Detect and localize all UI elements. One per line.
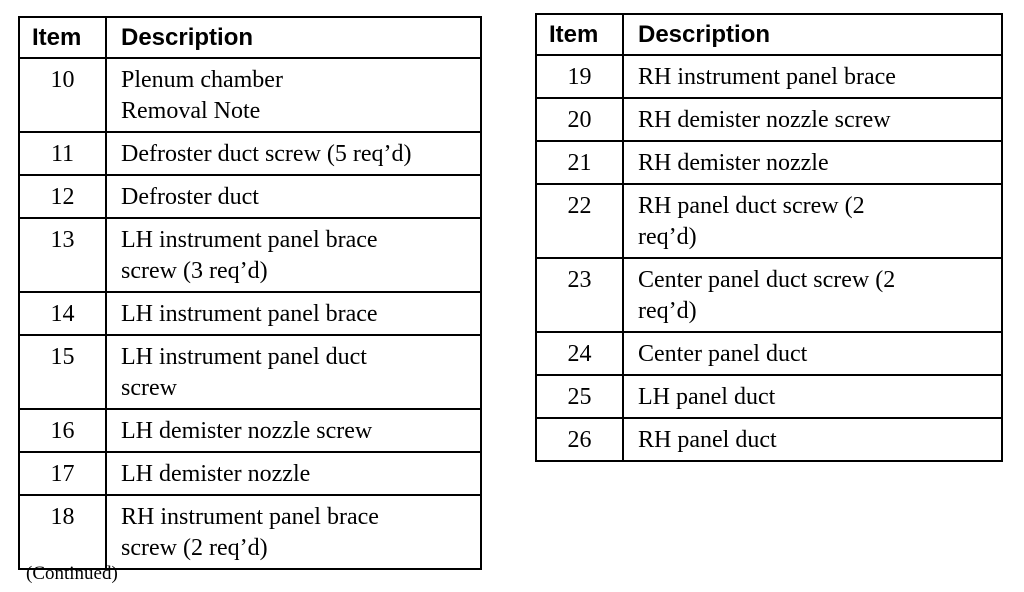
description-column-header: Description bbox=[623, 14, 1002, 55]
item-number-cell: 20 bbox=[536, 98, 623, 141]
description-line: RH demister nozzle bbox=[638, 150, 829, 176]
table-row bbox=[19, 292, 481, 335]
table-row bbox=[536, 418, 1002, 461]
description-line: req’d) bbox=[638, 298, 697, 324]
table-row bbox=[19, 175, 481, 218]
item-number-cell: 24 bbox=[536, 332, 623, 375]
table-row bbox=[536, 332, 1002, 375]
description-line: LH instrument panel duct bbox=[121, 344, 367, 370]
description-cell bbox=[106, 495, 481, 569]
description-line: Removal Note bbox=[121, 98, 261, 124]
item-number-cell: 23 bbox=[536, 258, 623, 332]
item-column-header: Item bbox=[19, 17, 106, 58]
table-row bbox=[536, 98, 1002, 141]
description-line: Center panel duct bbox=[638, 341, 808, 367]
table-row bbox=[19, 452, 481, 495]
description-line: RH panel duct screw (2 bbox=[638, 193, 865, 219]
description-cell bbox=[106, 175, 481, 218]
continued-note: (Continued) bbox=[26, 563, 118, 584]
item-number-cell: 14 bbox=[19, 292, 106, 335]
item-number-cell: 10 bbox=[19, 58, 106, 132]
description-line: RH demister nozzle screw bbox=[638, 107, 891, 133]
table-header-row bbox=[536, 14, 1002, 55]
description-line: req’d) bbox=[638, 224, 697, 250]
description-line: RH instrument panel brace bbox=[638, 64, 896, 90]
description-line: Center panel duct screw (2 bbox=[638, 267, 896, 293]
table-row bbox=[19, 218, 481, 292]
description-cell bbox=[106, 58, 481, 132]
description-line: Defroster duct bbox=[121, 184, 259, 210]
description-cell bbox=[623, 184, 1002, 258]
description-line: Plenum chamber bbox=[121, 67, 283, 93]
description-cell bbox=[106, 409, 481, 452]
item-number-cell: 16 bbox=[19, 409, 106, 452]
description-cell bbox=[106, 452, 481, 495]
item-number-cell: 13 bbox=[19, 218, 106, 292]
item-number-cell: 21 bbox=[536, 141, 623, 184]
description-line: RH panel duct bbox=[638, 427, 777, 453]
item-number-cell: 19 bbox=[536, 55, 623, 98]
table-row bbox=[536, 55, 1002, 98]
table-header-row bbox=[19, 17, 481, 58]
description-line: Defroster duct screw (5 req’d) bbox=[121, 141, 412, 167]
description-cell bbox=[623, 141, 1002, 184]
description-cell bbox=[106, 335, 481, 409]
table-row bbox=[19, 409, 481, 452]
table-row bbox=[536, 258, 1002, 332]
description-line: screw (2 req’d) bbox=[121, 535, 268, 561]
table-row bbox=[19, 335, 481, 409]
item-number-cell: 17 bbox=[19, 452, 106, 495]
table-row bbox=[536, 141, 1002, 184]
table-row bbox=[19, 495, 481, 569]
item-number-cell: 25 bbox=[536, 375, 623, 418]
parts-table-right bbox=[535, 13, 1003, 462]
description-cell bbox=[623, 55, 1002, 98]
description-cell bbox=[106, 218, 481, 292]
description-cell bbox=[623, 98, 1002, 141]
description-cell bbox=[623, 375, 1002, 418]
description-cell bbox=[623, 258, 1002, 332]
table-row bbox=[536, 375, 1002, 418]
parts-table-left bbox=[18, 16, 482, 570]
table-row bbox=[536, 184, 1002, 258]
description-cell bbox=[106, 292, 481, 335]
item-number-cell: 18 bbox=[19, 495, 106, 569]
item-number-cell: 26 bbox=[536, 418, 623, 461]
table-row bbox=[19, 132, 481, 175]
description-line: RH instrument panel brace bbox=[121, 504, 379, 530]
item-number-cell: 22 bbox=[536, 184, 623, 258]
description-line: LH demister nozzle screw bbox=[121, 418, 373, 444]
description-line: LH instrument panel brace bbox=[121, 301, 378, 327]
table-row bbox=[19, 58, 481, 132]
description-line: screw bbox=[121, 375, 177, 401]
description-line: LH demister nozzle bbox=[121, 461, 311, 487]
item-number-cell: 12 bbox=[19, 175, 106, 218]
item-column-header: Item bbox=[536, 14, 623, 55]
description-line: LH panel duct bbox=[638, 384, 776, 410]
description-cell bbox=[623, 332, 1002, 375]
description-column-header: Description bbox=[106, 17, 481, 58]
description-line: LH instrument panel brace bbox=[121, 227, 378, 253]
item-number-cell: 11 bbox=[19, 132, 106, 175]
description-cell bbox=[106, 132, 481, 175]
description-line: screw (3 req’d) bbox=[121, 258, 268, 284]
item-number-cell: 15 bbox=[19, 335, 106, 409]
description-cell bbox=[623, 418, 1002, 461]
